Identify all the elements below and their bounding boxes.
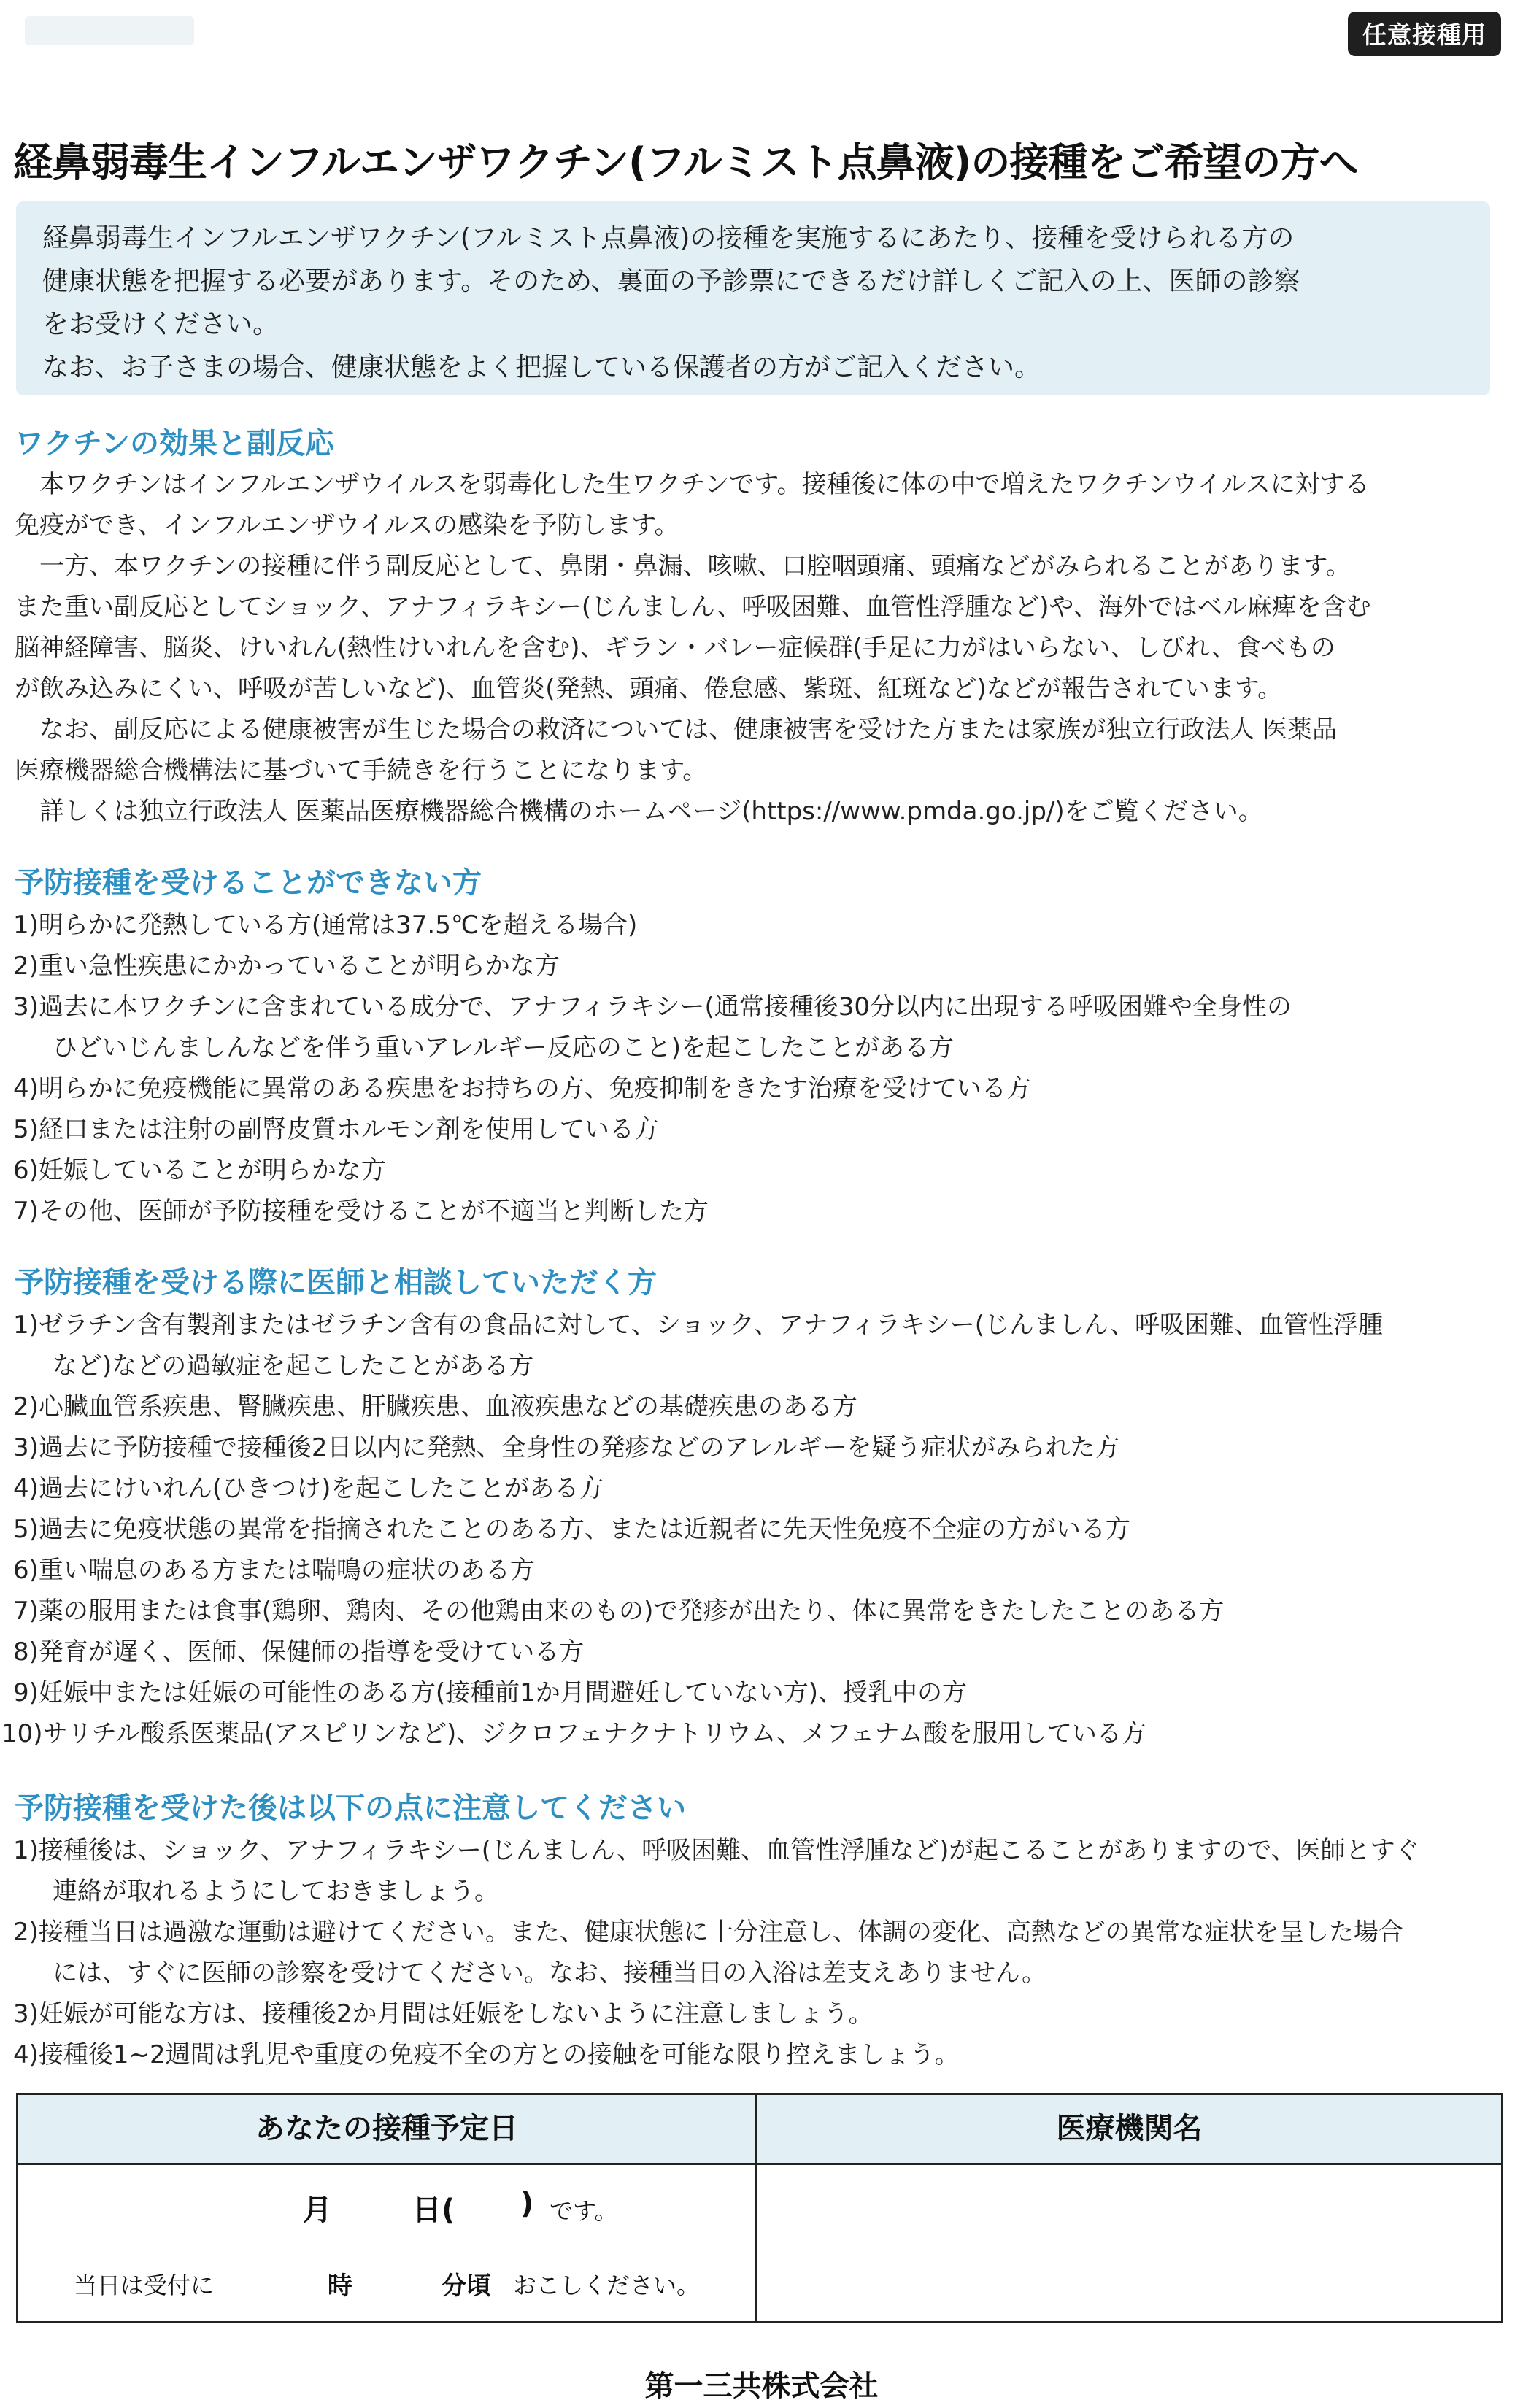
company-name: 第一三共株式会社 [644, 2369, 879, 2403]
intro-line: をお受けください。 [42, 309, 279, 339]
consult-item: 4)過去にけいれん(ひきつけ)を起こしたことがある方 [13, 1474, 604, 1503]
ineligible-item: 2)重い急性疾患にかかっていることが明らかな方 [13, 952, 560, 981]
page-title: 経鼻弱毒生インフルエンザワクチン(フルミスト点鼻液)の接種をご希望の方へ [13, 139, 1358, 185]
intro-line: なお、お子さまの場合、健康状態をよく把握している保護者の方がご記入ください。 [42, 352, 1041, 382]
ineligible-item: ひどいじんましんなどを伴う重いアレルギー反応のこと)を起こしたことがある方 [53, 1033, 955, 1062]
month-label: 月 [303, 2193, 332, 2227]
section-title-consult: 予防接種を受ける際に医師と相談していただく方 [15, 1266, 657, 1300]
section-title-ineligible: 予防接種を受けることができない方 [15, 866, 482, 900]
effects-line: なお、副反応による健康被害が生じた場合の救済については、健康被害を受けた方または家族が独立行政法人 医薬品 [15, 715, 1338, 744]
ineligible-item: 1)明らかに発熱している方(通常は37.5℃を超える場合) [13, 911, 638, 940]
aftercare-item: 2)接種当日は過激な運動は避けてください。また、健康状態に十分注意し、体調の変化、高熱などの異常な症状を呈した場合 [13, 1918, 1403, 1947]
ineligible-item: 4)明らかに免疫機能に異常のある疾患をお持ちの方、免疫抑制をきたす治療を受けている方 [13, 1074, 1031, 1103]
intro-line: 健康状態を把握する必要があります。そのため、裏面の予診票にできるだけ詳しくご記入の上、医師の診察 [42, 266, 1300, 296]
section-title-effects: ワクチンの効果と副反応 [15, 427, 334, 460]
ineligible-item: 6)妊娠していることが明らかな方 [13, 1156, 386, 1185]
arrival-suffix: おこしください。 [513, 2272, 701, 2299]
aftercare-item: 3)妊娠が可能な方は、接種後2か月間は妊娠をしないように注意しましょう。 [13, 1999, 874, 2029]
arrival-prefix: 当日は受付に [74, 2272, 215, 2299]
effects-line: 詳しくは独立行政法人 医薬品医療機器総合機構のホームページ(https://www.pmda.go.jp/)をご覧ください。 [15, 797, 1263, 826]
consult-item: 8)発育が遅く、医師、保健師の指導を受けている方 [13, 1637, 585, 1667]
consult-item: 9)妊娠中または妊娠の可能性のある方(接種前1か月間避妊していない方)、授乳中の方 [13, 1678, 968, 1707]
ineligible-item: 5)経口または注射の副腎皮質ホルモン剤を使用している方 [13, 1115, 659, 1144]
consult-item: 6)重い喘息のある方または喘鳴の症状のある方 [13, 1556, 535, 1585]
aftercare-item: 1)接種後は、ショック、アナフィラキシー(じんましん、呼吸困難、血管性浮腫など)が起こることがありますので、医師とすぐ [13, 1836, 1420, 1865]
consult-item: 10)サリチル酸系医薬品(アスピリンなど)、ジクロフェナクナトリウム、メフェナム酸を服用している方 [1, 1719, 1146, 1748]
faded-label [25, 16, 194, 45]
consult-item: など)などの過敏症を起こしたことがある方 [53, 1351, 534, 1381]
ineligible-item: 7)その他、医師が予防接種を受けることが不適当と判断した方 [13, 1197, 709, 1226]
column-divider [755, 2095, 757, 2321]
effects-line: 一方、本ワクチンの接種に伴う副反応として、鼻閉・鼻漏、咳嗽、口腔咽頭痛、頭痛などがみられることがあります。 [15, 552, 1351, 581]
effects-line: 脳神経障害、脳炎、けいれん(熱性けいれんを含む)、ギラン・バレー症候群(手足に力がはいらない、しびれ、食べもの [15, 633, 1335, 663]
aftercare-item: には、すぐに医師の診察を受けてください。なお、接種当日の入浴は差支えありません。 [53, 1959, 1047, 1988]
intro-line: 経鼻弱毒生インフルエンザワクチン(フルミスト点鼻液)の接種を実施するにあたり、接種を受けられる方の [42, 223, 1295, 253]
consult-item: 5)過去に免疫状態の異常を指摘されたことのある方、または近親者に先天性免疫不全症の方がいる方 [13, 1515, 1130, 1544]
minute-label: 分頃 [442, 2272, 491, 2301]
intro-box [16, 201, 1490, 395]
effects-line: 免疫ができ、インフルエンザウイルスの感染を予防します。 [15, 511, 679, 540]
effects-line: 医療機器総合機構法に基づいて手続きを行うことになります。 [15, 756, 708, 785]
effects-line: が飲み込みにくい、呼吸が苦しいなど)、血管炎(発熱、頭痛、倦怠感、紫斑、紅斑など)などが報告されています。 [15, 674, 1283, 703]
consult-item: 2)心臓血管系疾患、腎臓疾患、肝臓疾患、血液疾患などの基礎疾患のある方 [13, 1392, 857, 1421]
clinic-name-header: 医療機関名 [757, 2095, 1501, 2165]
aftercare-item: 連絡が取れるようにしておきましょう。 [53, 1877, 499, 1906]
paren-close: ) [520, 2187, 534, 2220]
hour-label: 時 [328, 2272, 352, 2301]
appointment-date-header: あなたの接種予定日 [18, 2095, 755, 2165]
day-label: 日( [412, 2193, 455, 2227]
ineligible-item: 3)過去に本ワクチンに含まれている成分で、アナフィラキシー(通常接種後30分以内に出現する呼吸困難や全身性の [13, 992, 1292, 1022]
consult-item: 7)薬の服用または食事(鶏卵、鶏肉、その他鶏由来のもの)で発疹が出たり、体に異常をきたしたことのある方 [13, 1597, 1225, 1626]
section-title-aftercare: 予防接種を受けた後は以下の点に注意してください [15, 1791, 686, 1825]
aftercare-item: 4)接種後1~2週間は乳児や重度の免疫不全の方との接触を可能な限り控えましょう。 [13, 2040, 960, 2069]
consult-item: 3)過去に予防接種で接種後2日以内に発熱、全身性の発疹などのアレルギーを疑う症状がみられた方 [13, 1433, 1120, 1462]
appointment-box [16, 2093, 1503, 2323]
desu-label: です。 [550, 2197, 618, 2225]
consult-item: 1)ゼラチン含有製剤またはゼラチン含有の食品に対して、ショック、アナフィラキシー(じんましん、呼吸困難、血管性浮腫 [13, 1311, 1384, 1340]
effects-line: 本ワクチンはインフルエンザウイルスを弱毒化した生ワクチンです。接種後に体の中で増えたワクチンウイルスに対する [15, 470, 1370, 499]
vaccination-type-badge: 任意接種用 [1348, 12, 1501, 56]
effects-line: また重い副反応としてショック、アナフィラキシー(じんましん、呼吸困難、血管性浮腫など)や、海外ではベル麻痺を含む [15, 593, 1371, 622]
